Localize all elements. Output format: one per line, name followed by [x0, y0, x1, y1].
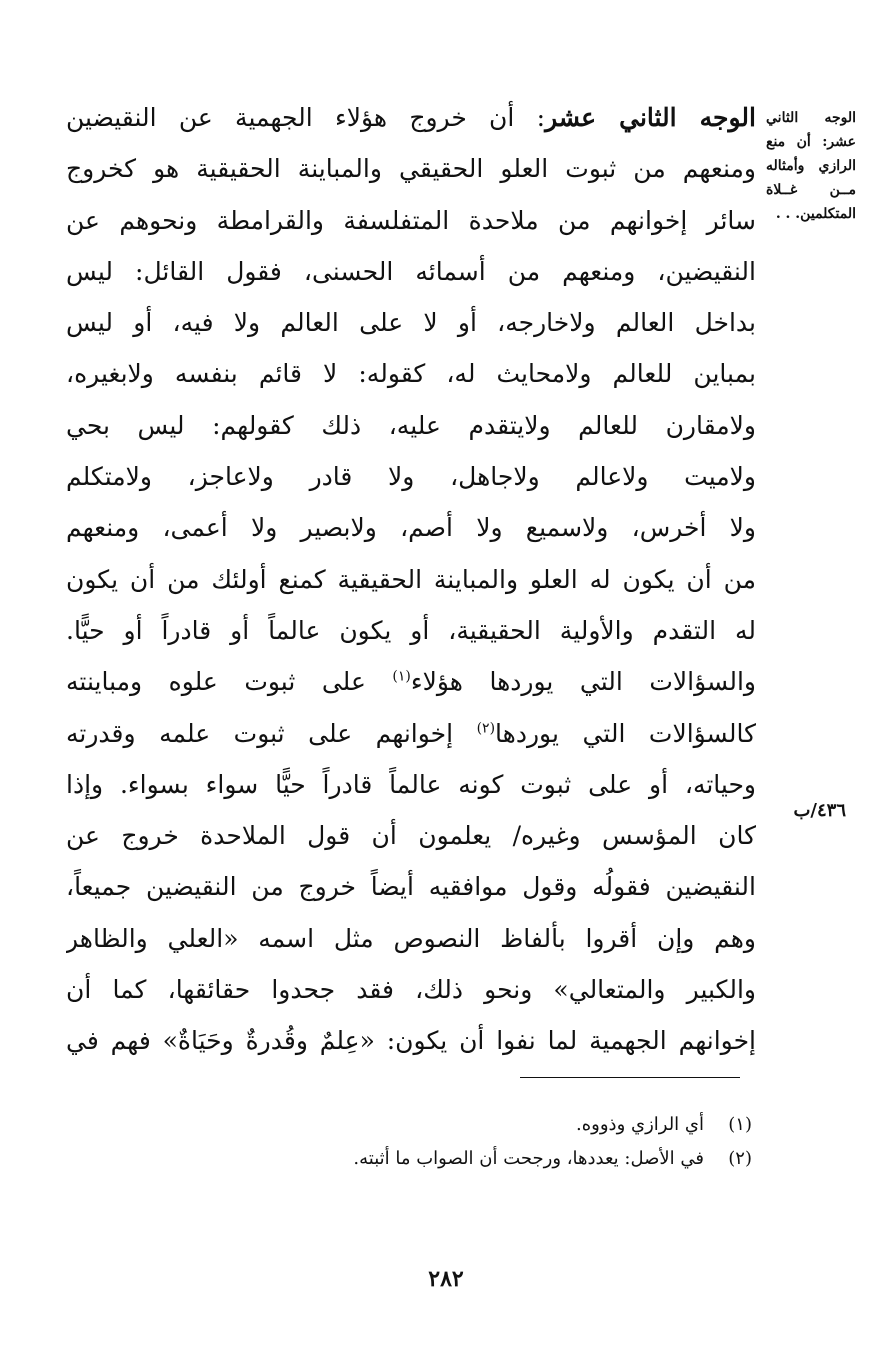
- margin-note-line: عشر: أن منع: [766, 134, 856, 150]
- text-line-content: كالسؤالات التي يوردها: [495, 718, 756, 748]
- text-line: بمباين للعالم ولامحايث له، كقوله: لا قائم بنفسه ولابغيره،: [66, 359, 756, 389]
- section-heading: الوجه الثاني عشر: [545, 103, 756, 132]
- text-line: [66, 92, 756, 143]
- page-number: ٢٨٢: [428, 1266, 464, 1292]
- margin-note: [766, 106, 856, 226]
- main-text: [66, 92, 756, 1067]
- text-line: والكبير والمتعالي» ونحو ذلك، فقد جحدوا حقائقها، كما أن: [66, 975, 756, 1005]
- text-line-content: على ثبوت علوه ومباينته: [66, 667, 393, 697]
- text-line: النقيضين فقولُه وقول موافقيه أيضاً خروج من النقيضين جميعاً،: [66, 872, 756, 902]
- footnote-2: [132, 1142, 752, 1176]
- text-line: سائر إخوانهم من ملاحدة المتفلسفة والقرامطة ونحوهم عن: [66, 205, 756, 235]
- text-line: كان المؤسس وغيره/ يعلمون أن قول الملاحدة خروج عن: [66, 821, 756, 851]
- footnote-text: في الأصل: يعددها، ورجحت أن الصواب ما أثبته.: [353, 1148, 704, 1169]
- text-line: [66, 708, 756, 759]
- text-line: وهم وإن أقروا بألفاظ النصوص مثل اسمه «العلي والظاهر: [66, 923, 756, 953]
- text-line-content: : أن خروج هؤلاء الجهمية عن النقيضين: [66, 103, 546, 132]
- text-line-content: والسؤالات التي يوردها هؤلاء: [410, 667, 756, 697]
- text-line: وحياته، أو على ثبوت كونه عالماً قادراً حيًّا سواء بسواء. وإذا: [66, 769, 756, 799]
- footnote-text: أي الرازي وذووه.: [576, 1114, 704, 1135]
- margin-note-line: الوجه الثاني: [766, 110, 856, 126]
- margin-note-line: مــن غــلاة: [766, 182, 856, 198]
- folio-mark: ٤٣٦/ب: [793, 800, 846, 821]
- text-line: له التقدم والأولية الحقيقية، أو يكون عالماً أو قادراً أو حيًّا.: [66, 615, 756, 645]
- footnote-number: (١): [728, 1114, 752, 1135]
- text-line-content: إخوانهم على ثبوت علمه وقدرته: [66, 718, 477, 748]
- text-line: [66, 656, 756, 707]
- margin-note-line: الرازي وأمثاله: [766, 158, 856, 174]
- footnote-ref-2[interactable]: (٢): [476, 720, 496, 737]
- text-line: ولامقارن للعالم ولايتقدم عليه، ذلك كقولهم: ليس بحي: [66, 410, 756, 440]
- footnote-divider: [520, 1077, 740, 1078]
- text-line: ولاميت ولاعالم ولاجاهل، ولا قادر ولاعاجز، ولامتكلم: [66, 462, 756, 492]
- text-line: ولا أخرس، ولاسميع ولا أصم، ولابصير ولا أعمى، ومنعهم: [66, 513, 756, 543]
- text-line: إخوانهم الجهمية لما نفوا أن يكون: «عِلمٌ وقُدرةٌ وحَيَاةٌ» فهم في: [66, 1026, 756, 1056]
- text-line: ومنعهم من ثبوت العلو الحقيقي والمباينة الحقيقية هو كخروج: [66, 154, 756, 184]
- footnote-ref-1[interactable]: (١): [392, 668, 411, 685]
- footnote-number: (٢): [728, 1148, 752, 1169]
- margin-note-line: المتكلمين. . .: [775, 206, 856, 222]
- text-line: من أن يكون له العلو والمباينة الحقيقية كمنع أولئك من أن يكون: [66, 564, 756, 594]
- footnote-1: [132, 1108, 752, 1142]
- footnotes: [132, 1108, 752, 1176]
- text-line: النقيضين، ومنعهم من أسمائه الحسنى، فقول القائل: ليس: [66, 256, 756, 286]
- text-line: بداخل العالم ولاخارجه، أو لا على العالم ولا فيه، أو ليس: [66, 308, 756, 338]
